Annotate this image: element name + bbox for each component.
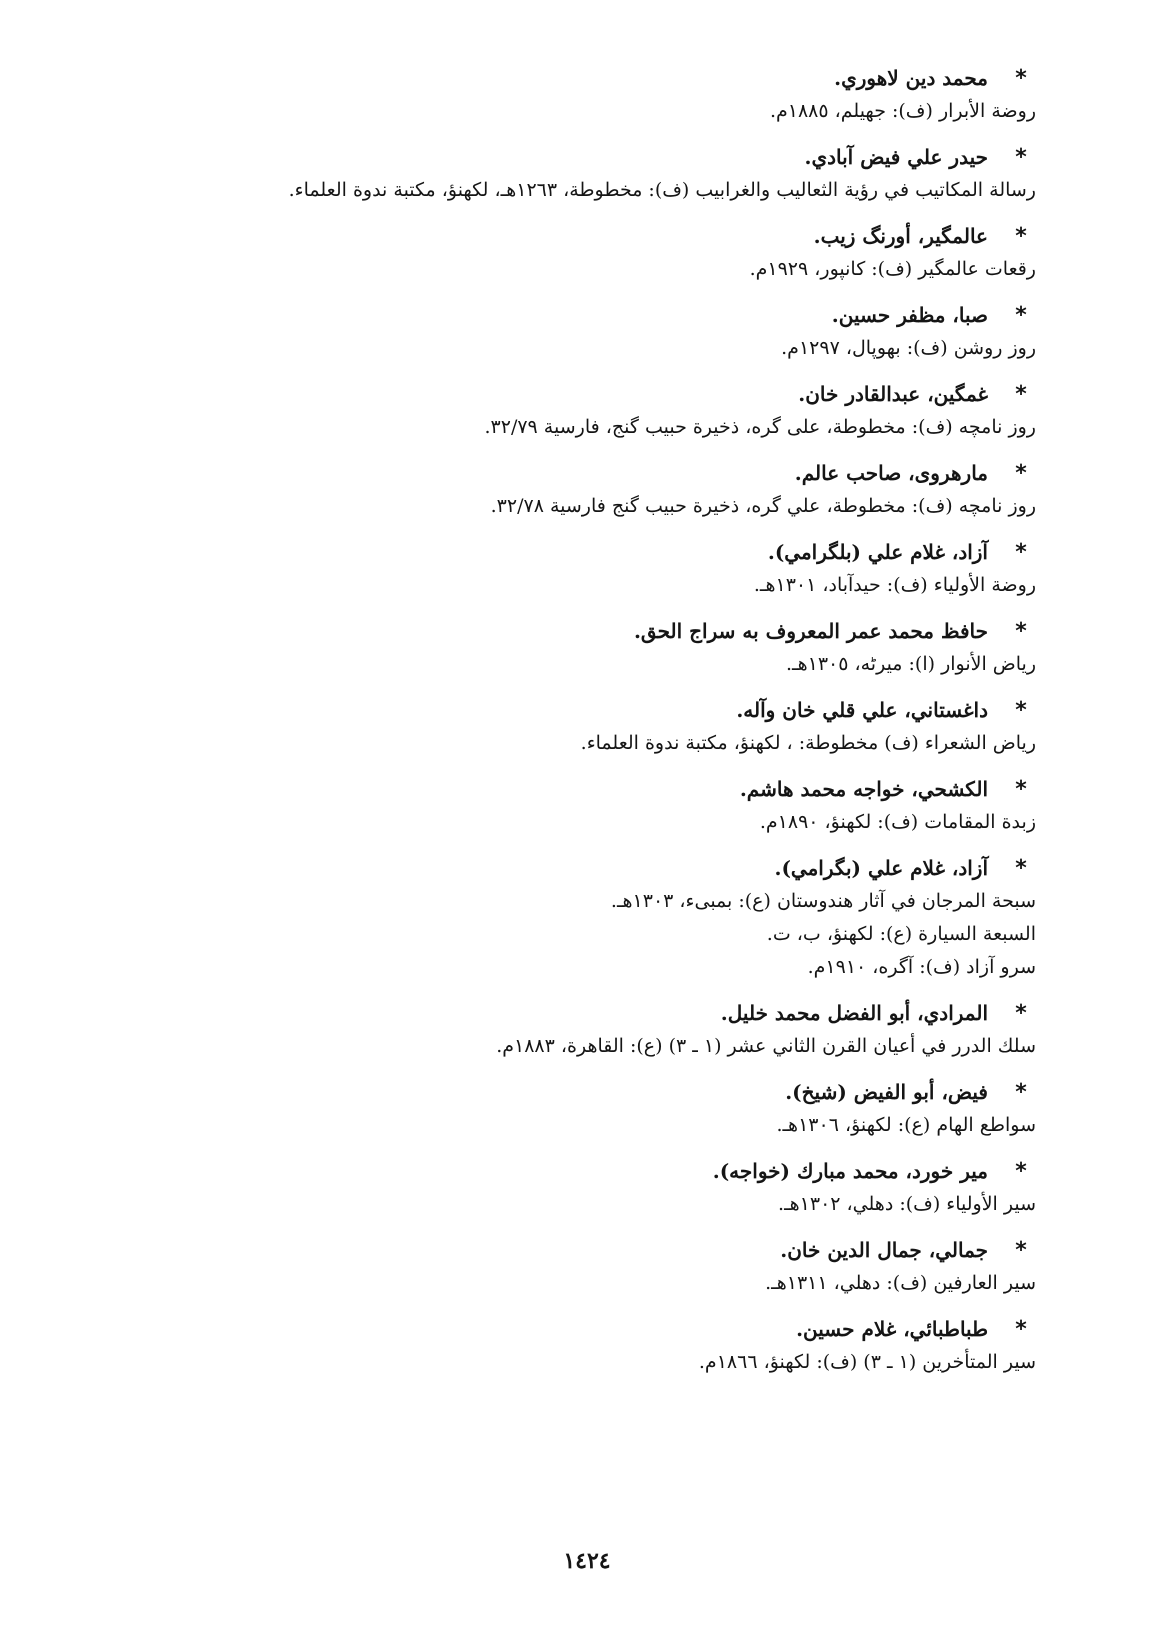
work-citation: سير المتأخرين (١ ـ ٣) (ف): لكهنؤ، ١٨٦٦م. [698,1351,1036,1373]
entry-heading [116,141,1036,174]
bibliography-entry [116,1155,1036,1221]
bibliography-entry [116,1234,1036,1300]
entry-heading [116,615,1036,648]
work-citation: رسالة المكاتيب في رؤية الثعاليب والغرابيب (ف): مخطوطة، ١٢٦٣هـ، لكهنؤ، مكتبة ندوة العلماء. [288,179,1036,201]
asterisk-bullet-icon: * [1015,303,1027,328]
asterisk-bullet-icon: * [1015,1159,1027,1184]
author-name: صبا، مظفر حسين. [831,303,988,327]
work-citation: سواطع الهام (ع): لكهنؤ، ١٣٠٦هـ. [776,1114,1036,1136]
work-citation: سير العارفين (ف): دهلي، ١٣١١هـ. [765,1272,1036,1294]
entry-heading [116,1155,1036,1188]
bibliography-entry [116,378,1036,444]
author-name: غمگين، عبدالقادر خان. [798,382,988,406]
work-citation: رياض الشعراء (ف) مخطوطة: ، لكهنؤ، مكتبة ندوة العلماء. [580,732,1036,754]
work-citation: سبحة المرجان في آثار هندوستان (ع): بمبىء، ١٣٠٣هـ. [610,890,1036,912]
author-name: مير خورد، محمد مبارك (خواجه). [712,1159,988,1183]
asterisk-bullet-icon: * [1015,382,1027,407]
author-name: حيدر علي فيض آبادي. [804,145,988,169]
asterisk-bullet-icon: * [1015,1317,1027,1342]
work-citation: روز نامچه (ف): مخطوطة، على گره، ذخيرة حبيب گنج، فارسية ٣٢/٧٩. [484,416,1036,438]
asterisk-bullet-icon: * [1015,540,1027,565]
author-name: عالمگير، أورنگ زيب. [813,224,988,248]
entry-heading [116,220,1036,253]
entry-heading [116,773,1036,806]
asterisk-bullet-icon: * [1015,224,1027,249]
work-citation: روضة الأولياء (ف): حيدآباد، ١٣٠١هـ. [753,574,1036,596]
author-name: آزاد، غلام علي (بگرامي). [774,856,988,880]
asterisk-bullet-icon: * [1015,1238,1027,1263]
asterisk-bullet-icon: * [1015,1001,1027,1026]
asterisk-bullet-icon: * [1015,1080,1027,1105]
entry-heading [116,1076,1036,1109]
author-name: آزاد، غلام علي (بلگرامي). [767,540,988,564]
entry-heading [116,852,1036,885]
work-citation: سرو آزاد (ف): آگره، ١٩١٠م. [807,956,1036,978]
bibliography-entry [116,615,1036,681]
work-citation: السبعة السيارة (ع): لكهنؤ، ب، ت. [766,923,1036,945]
entry-heading [116,694,1036,727]
bibliography-entry [116,694,1036,760]
entry-heading [116,536,1036,569]
entry-heading [116,997,1036,1030]
bibliography-entry [116,536,1036,602]
asterisk-bullet-icon: * [1015,856,1027,881]
work-citation: رقعات عالمگير (ف): كانپور، ١٩٢٩م. [749,258,1036,280]
author-name: جمالي، جمال الدين خان. [780,1238,988,1262]
page-number: ١٤٢٤ [563,1548,611,1574]
bibliography-entry [116,299,1036,365]
bibliography-entry [116,852,1036,984]
work-citation: روز نامچه (ف): مخطوطة، علي گره، ذخيرة حبيب گنج فارسية ٣٢/٧٨. [490,495,1036,517]
bibliography-entry [116,1076,1036,1142]
bibliography-entry [116,457,1036,523]
author-name: حافظ محمد عمر المعروف به سراج الحق. [633,619,988,643]
author-name: فيض، أبو الفيض (شيخ). [785,1080,988,1104]
work-citation: روضة الأبرار (ف): جهيلم، ١٨٨٥م. [769,100,1036,122]
entry-heading [116,62,1036,95]
bibliography-entry [116,773,1036,839]
asterisk-bullet-icon: * [1015,619,1027,644]
author-name: طباطبائي، غلام حسين. [796,1317,988,1341]
author-name: مارهروى، صاحب عالم. [794,461,988,485]
author-name: الكشحي، خواجه محمد هاشم. [739,777,988,801]
work-citation: سير الأولياء (ف): دهلي، ١٣٠٢هـ. [778,1193,1036,1215]
asterisk-bullet-icon: * [1015,66,1027,91]
author-name: المرادي، أبو الفضل محمد خليل. [720,1001,988,1025]
bibliography-entry [116,62,1036,128]
author-name: داغستاني، علي قلي خان وآله. [736,698,988,722]
work-citation: روز روشن (ف): بهوپال، ١٢٩٧م. [781,337,1036,359]
entry-heading [116,457,1036,490]
asterisk-bullet-icon: * [1015,777,1027,802]
entry-heading [116,1313,1036,1346]
entry-heading [116,1234,1036,1267]
entry-heading [116,299,1036,332]
asterisk-bullet-icon: * [1015,698,1027,723]
work-citation: زبدة المقامات (ف): لكهنؤ، ١٨٩٠م. [759,811,1036,833]
asterisk-bullet-icon: * [1015,461,1027,486]
bibliography-entry [116,1313,1036,1379]
entry-heading [116,378,1036,411]
bibliography-entry [116,141,1036,207]
bibliography-list [116,62,1036,1392]
bibliography-entry [116,997,1036,1063]
work-citation: سلك الدرر في أعيان القرن الثاني عشر (١ ـ ٣) (ع): القاهرة، ١٨٨٣م. [496,1035,1036,1057]
bibliography-entry [116,220,1036,286]
author-name: محمد دين لاهوري. [834,66,988,90]
asterisk-bullet-icon: * [1015,145,1027,170]
work-citation: رياض الأنوار (ا): ميرٹه، ١٣٠٥هـ. [785,653,1036,675]
